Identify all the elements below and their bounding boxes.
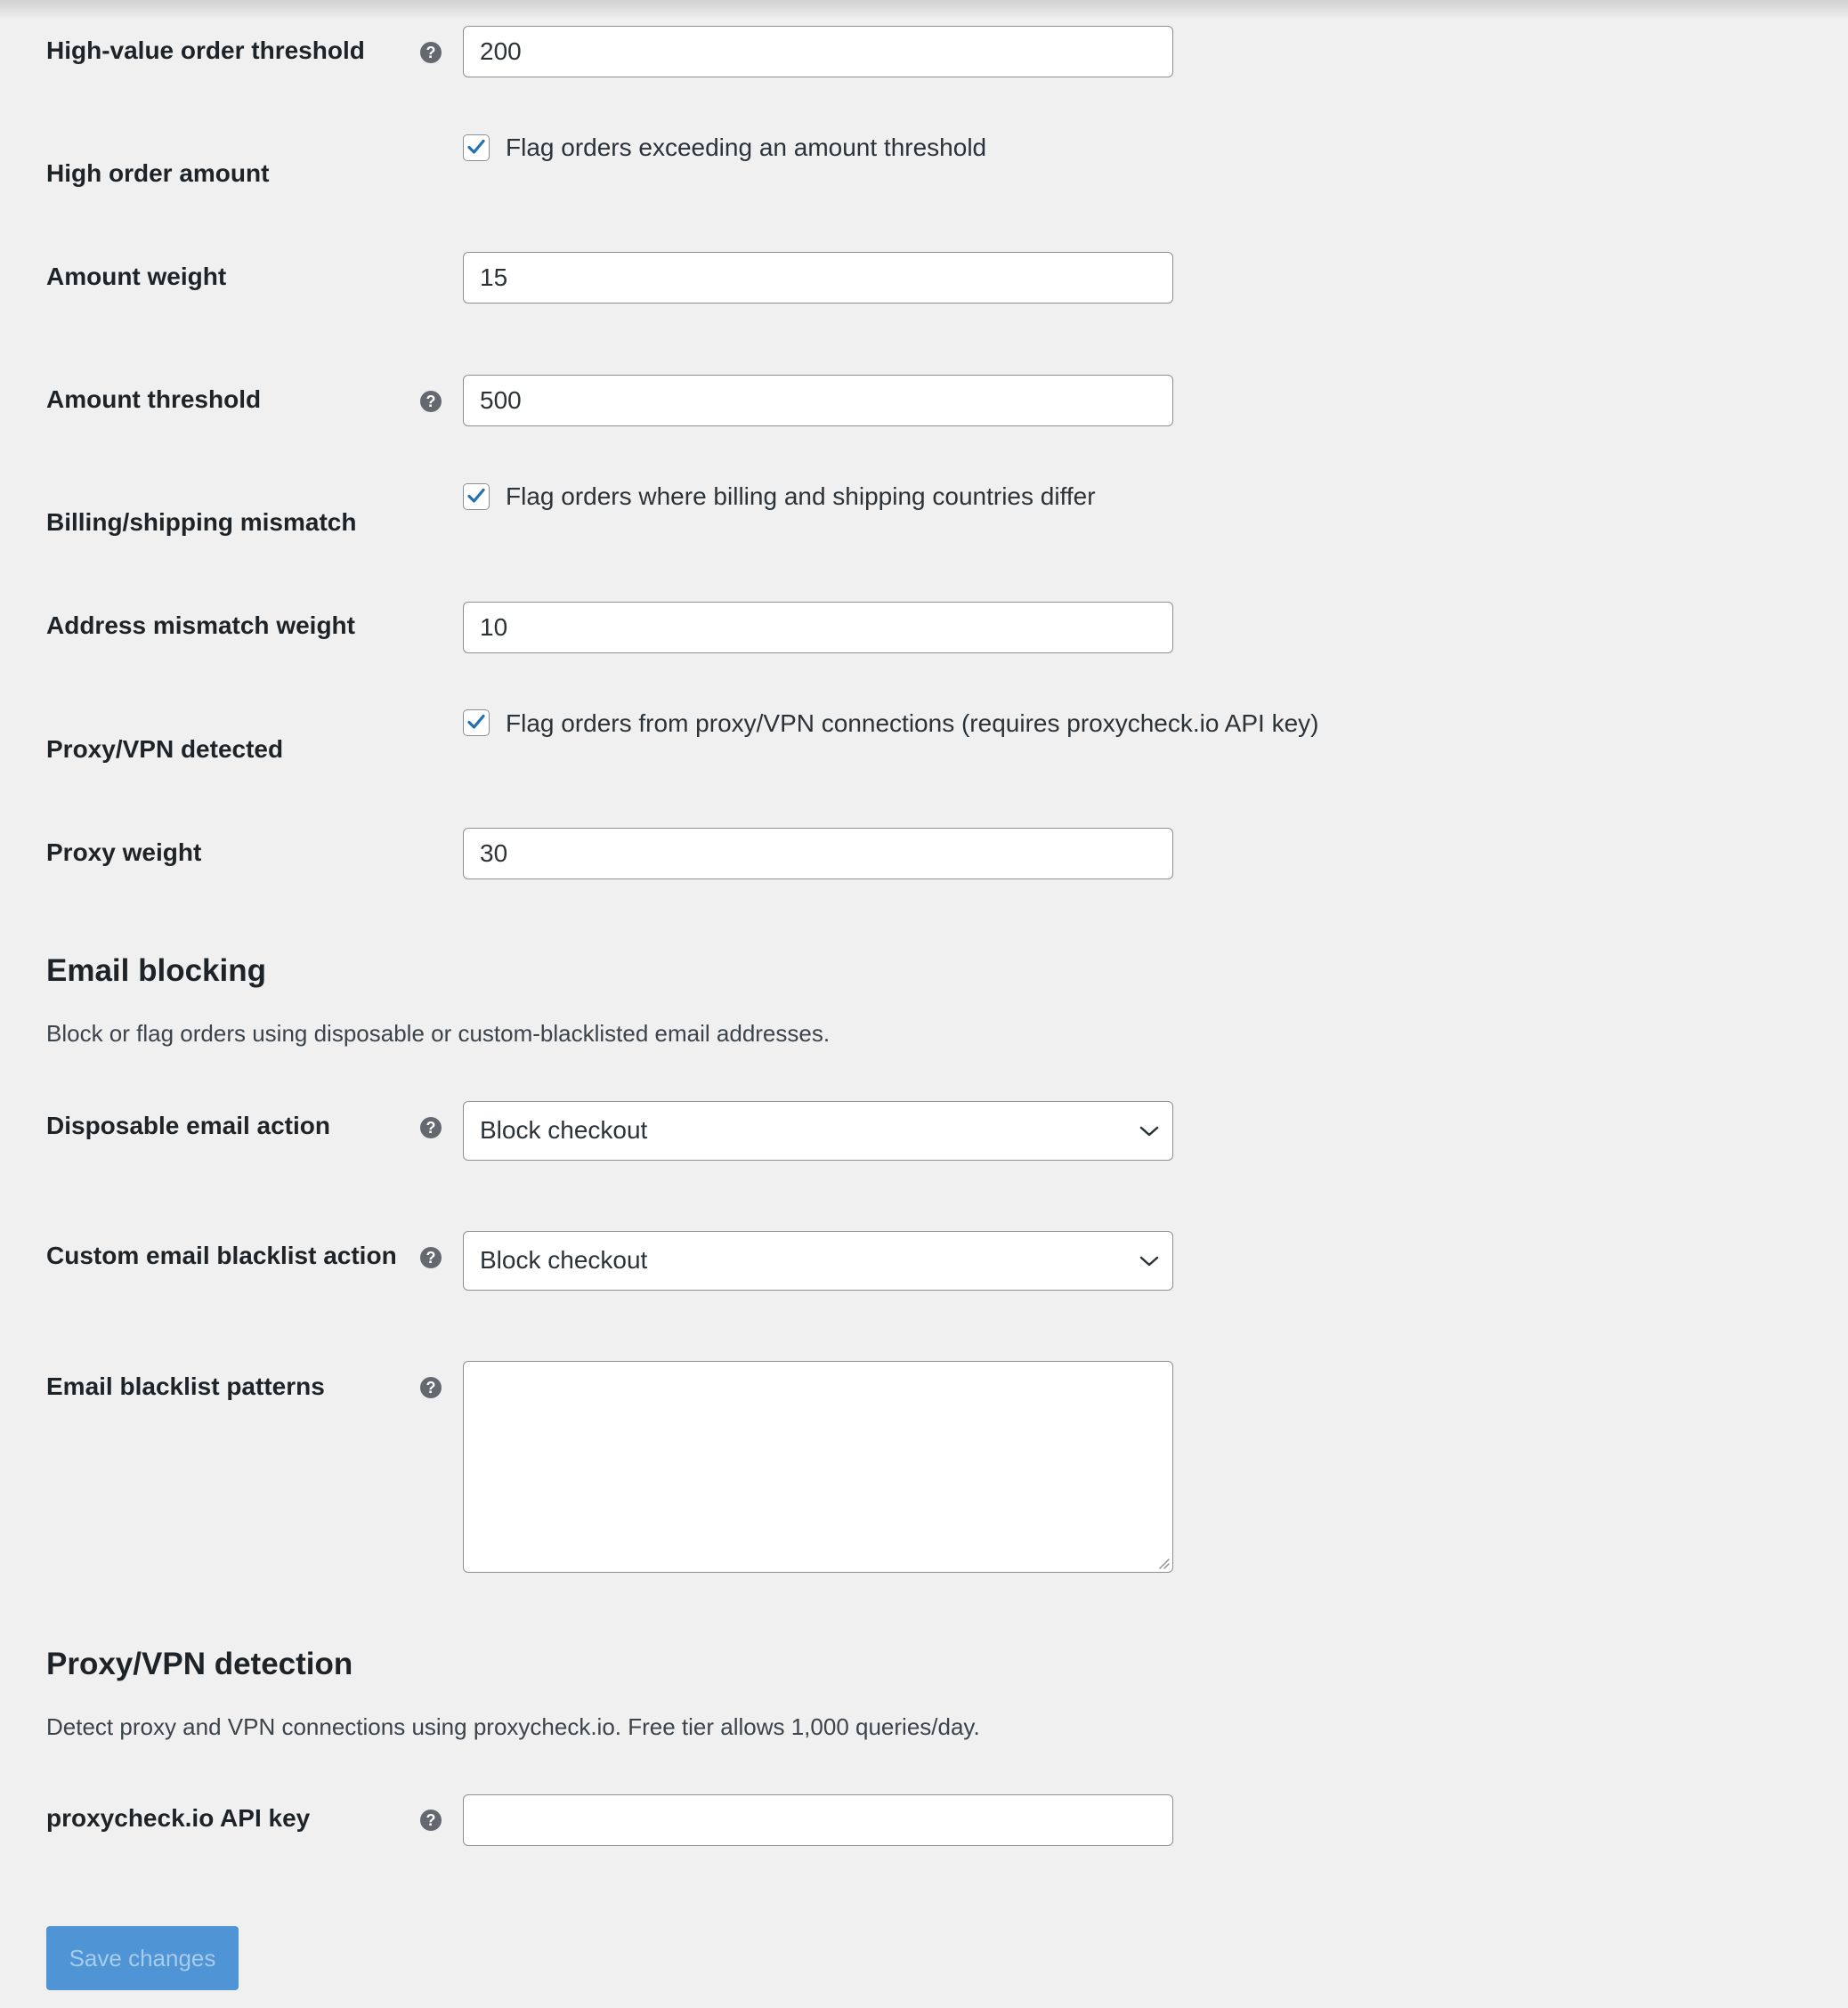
chevron-down-icon <box>1139 1124 1160 1138</box>
high-order-amount-checkbox[interactable] <box>463 134 490 161</box>
amount-weight-label: Amount weight <box>46 263 227 290</box>
top-shadow <box>0 0 1848 20</box>
help-icon[interactable]: ? <box>420 391 442 412</box>
help-icon[interactable]: ? <box>420 1810 442 1831</box>
custom-email-blacklist-action-label: Custom email blacklist action <box>46 1242 397 1269</box>
proxy-vpn-detection-description: Detect proxy and VPN connections using proxycheck.io. Free tier allows 1,000 queries/day. <box>46 1713 980 1740</box>
custom-email-blacklist-action-value: Block checkout <box>480 1246 648 1274</box>
billing-shipping-mismatch-checkbox[interactable] <box>463 483 490 510</box>
amount-weight-input[interactable]: 15 <box>463 252 1173 304</box>
disposable-email-action-label: Disposable email action <box>46 1112 330 1139</box>
help-icon[interactable]: ? <box>420 42 442 63</box>
high-value-threshold-label: High-value order threshold <box>46 36 365 64</box>
help-icon[interactable]: ? <box>420 1377 442 1398</box>
high-order-amount-checkbox-label[interactable]: Flag orders exceeding an amount threshold <box>506 134 987 161</box>
email-blocking-description: Block or flag orders using disposable or custom-blacklisted email addresses. <box>46 1020 831 1047</box>
email-blacklist-patterns-textarea[interactable] <box>463 1361 1173 1573</box>
proxycheck-api-key-label: proxycheck.io API key <box>46 1804 311 1832</box>
proxycheck-api-key-input[interactable] <box>463 1794 1173 1846</box>
resize-handle-icon[interactable] <box>1156 1556 1171 1570</box>
disposable-email-action-select[interactable] <box>463 1101 1173 1161</box>
email-blacklist-patterns-label: Email blacklist patterns <box>46 1372 325 1400</box>
amount-threshold-input[interactable]: 500 <box>463 375 1173 426</box>
save-changes-button[interactable]: Save changes <box>46 1926 239 1990</box>
address-mismatch-weight-input[interactable]: 10 <box>463 602 1173 653</box>
amount-threshold-label: Amount threshold <box>46 385 262 413</box>
checkmark-icon <box>466 711 487 733</box>
proxy-weight-label: Proxy weight <box>46 838 202 866</box>
high-value-threshold-input[interactable]: 200 <box>463 26 1173 77</box>
checkmark-icon <box>466 485 487 506</box>
checkmark-icon <box>466 136 487 158</box>
email-blocking-heading: Email blocking <box>46 953 266 988</box>
address-mismatch-weight-label: Address mismatch weight <box>46 611 355 639</box>
high-order-amount-label: High order amount <box>46 159 270 187</box>
billing-shipping-mismatch-checkbox-label[interactable]: Flag orders where billing and shipping countries differ <box>506 482 1096 510</box>
proxy-vpn-detection-heading: Proxy/VPN detection <box>46 1647 353 1681</box>
proxy-vpn-detected-checkbox-label[interactable]: Flag orders from proxy/VPN connections (requires proxycheck.io API key) <box>506 709 1319 737</box>
help-icon[interactable]: ? <box>420 1117 442 1138</box>
chevron-down-icon <box>1139 1254 1160 1268</box>
proxy-weight-input[interactable]: 30 <box>463 828 1173 879</box>
proxy-vpn-detected-label: Proxy/VPN detected <box>46 735 284 763</box>
custom-email-blacklist-action-select[interactable] <box>463 1231 1173 1291</box>
help-icon[interactable]: ? <box>420 1247 442 1268</box>
billing-shipping-mismatch-label: Billing/shipping mismatch <box>46 508 357 536</box>
disposable-email-action-value: Block checkout <box>480 1116 648 1144</box>
proxy-vpn-detected-checkbox[interactable] <box>463 709 490 736</box>
